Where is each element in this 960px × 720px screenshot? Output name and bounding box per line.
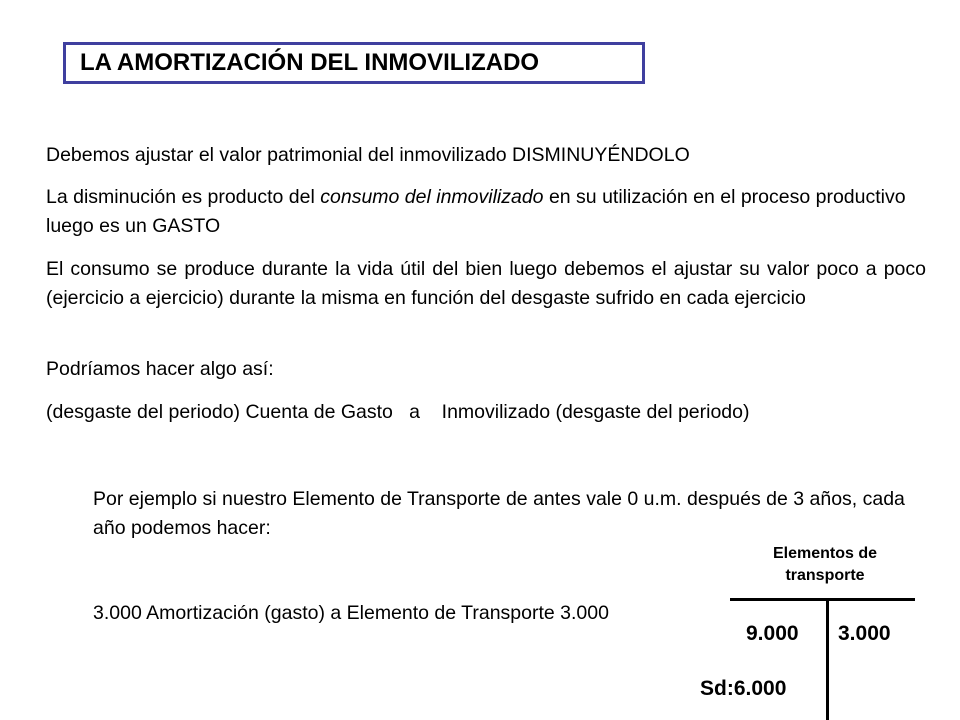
paragraph-2-end: en su utilización en el proceso productivo luego es un GASTO (46, 186, 906, 237)
t-account-title: Elementos de transporte (772, 545, 878, 584)
paragraph-6: Por ejemplo si nuestro Elemento de Transporte de antes vale 0 u.m. después de 3 años, cada año podemos hacer: (93, 488, 905, 539)
paragraph-5: (desgaste del periodo) Cuenta de Gasto a Inmovilizado (desgaste del periodo) (46, 401, 750, 423)
paragraph-7: 3.000 Amortización (gasto) a Elemento de Transporte 3.000 (93, 602, 609, 624)
paragraph-2-start: La disminución es producto del (46, 186, 321, 208)
paragraph-2 (46, 183, 926, 241)
paragraph-3: El consumo se produce durante la vida útil del bien luego debemos el ajustar su valor poco a poco (ejercicio a ejercicio) durante la misma en función del desgaste sufrido en cada ejercicio (46, 258, 926, 309)
paragraph-1: Debemos ajustar el valor patrimonial del inmovilizado DISMINUYÉNDOLO (46, 144, 690, 166)
paragraph-2-emphasis: consumo del inmovilizado (320, 186, 544, 208)
paragraph-4: Podríamos hacer algo así: (46, 358, 274, 380)
page-title: LA AMORTIZACIÓN DEL INMOVILIZADO (80, 49, 540, 76)
t-account-horizontal-line (730, 598, 915, 601)
title-box (63, 42, 645, 84)
t-account-balance: Sd:6.000 (700, 677, 787, 700)
t-account-vertical-line (826, 598, 829, 720)
t-account-credit: 3.000 (838, 622, 891, 645)
t-account-debit: 9.000 (746, 622, 799, 645)
